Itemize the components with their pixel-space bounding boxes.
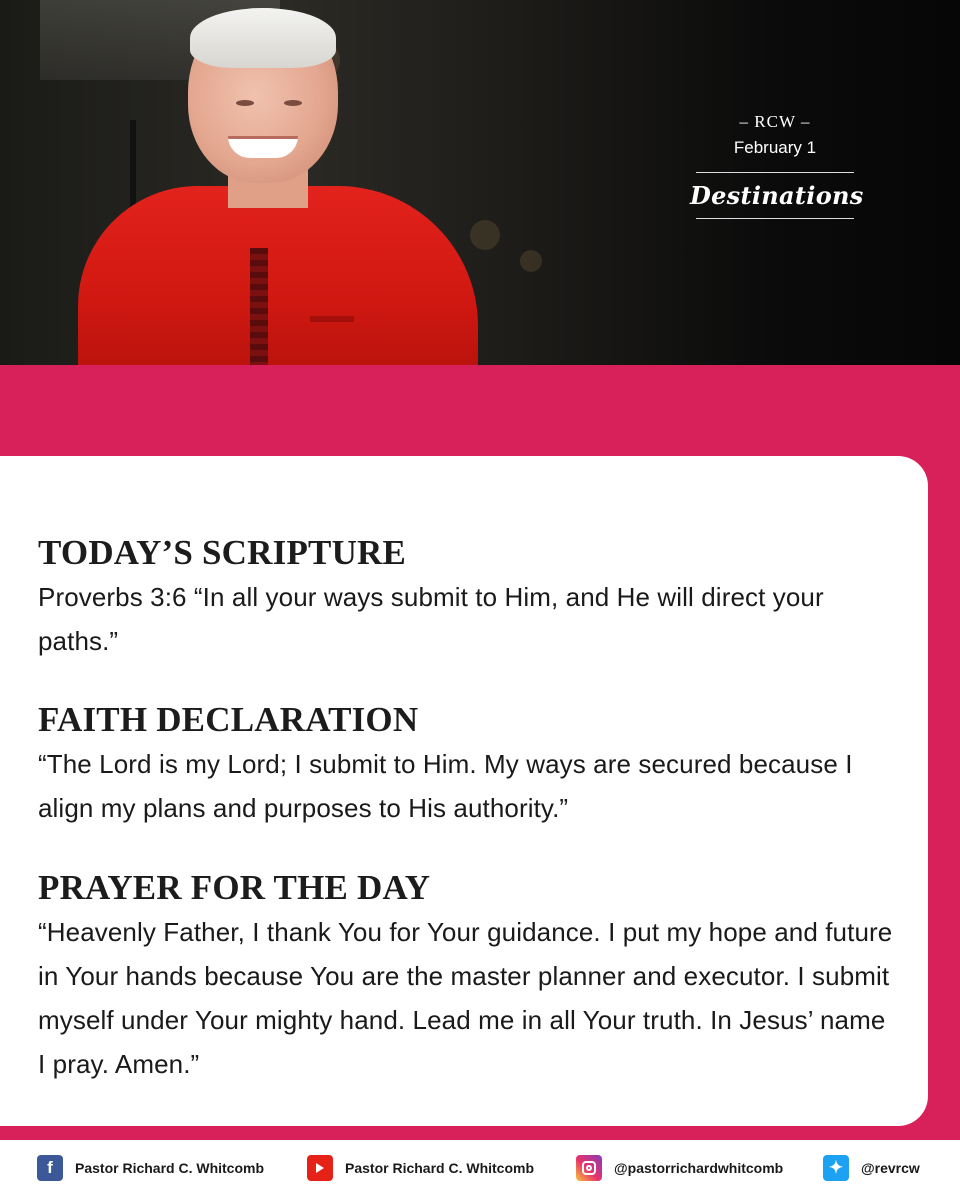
devotional-title: Destinations — [690, 181, 864, 210]
section-body: “The Lord is my Lord; I submit to Him. My ways are secured because I align my plans and purposes to His authority.” — [38, 749, 853, 823]
eye — [284, 100, 302, 106]
rcw-mark: – RCW – — [739, 112, 811, 131]
youtube-link[interactable] — [307, 1155, 534, 1181]
eye — [236, 100, 254, 106]
facebook-link[interactable] — [37, 1155, 264, 1181]
twitter-label: @revrcw — [861, 1160, 920, 1176]
instagram-link[interactable] — [576, 1155, 783, 1181]
pastor-portrait — [78, 8, 498, 365]
instagram-label: @pastorrichardwhitcomb — [614, 1160, 784, 1176]
faith-declaration-section — [38, 700, 898, 830]
shirt-pocket — [310, 316, 354, 322]
section-heading: PRAYER FOR THE DAY — [38, 868, 431, 907]
devotional-branding — [690, 112, 864, 219]
twitter-icon: ✦ — [823, 1155, 849, 1181]
twitter-link[interactable] — [823, 1155, 920, 1181]
divider — [696, 172, 854, 173]
scripture-section — [38, 533, 898, 663]
facebook-label: Pastor Richard C. Whitcomb — [75, 1160, 265, 1176]
prayer-section — [38, 868, 898, 1086]
section-heading: FAITH DECLARATION — [38, 700, 419, 739]
devotional-date: February 1 — [733, 138, 817, 157]
divider — [696, 218, 854, 219]
shirt-placket — [250, 248, 268, 365]
youtube-icon — [307, 1155, 333, 1181]
red-shirt — [78, 186, 478, 365]
hair — [190, 8, 336, 68]
section-heading: TODAY’S SCRIPTURE — [38, 533, 407, 572]
section-body: “Heavenly Father, I thank You for Your guidance. I put my hope and future in Your hands because You are the master planner and executor. I submit myself under Your mighty hand. Lead me in all Your truth. In Jesus’ name I pray. Amen.” — [38, 917, 893, 1079]
background-light — [520, 250, 542, 272]
facebook-icon: f — [37, 1155, 63, 1181]
youtube-label: Pastor Richard C. Whitcomb — [345, 1160, 535, 1176]
section-body: Proverbs 3:6 “In all your ways submit to Him, and He will direct your paths.” — [38, 582, 824, 656]
smile — [228, 136, 298, 158]
instagram-icon — [576, 1155, 602, 1181]
